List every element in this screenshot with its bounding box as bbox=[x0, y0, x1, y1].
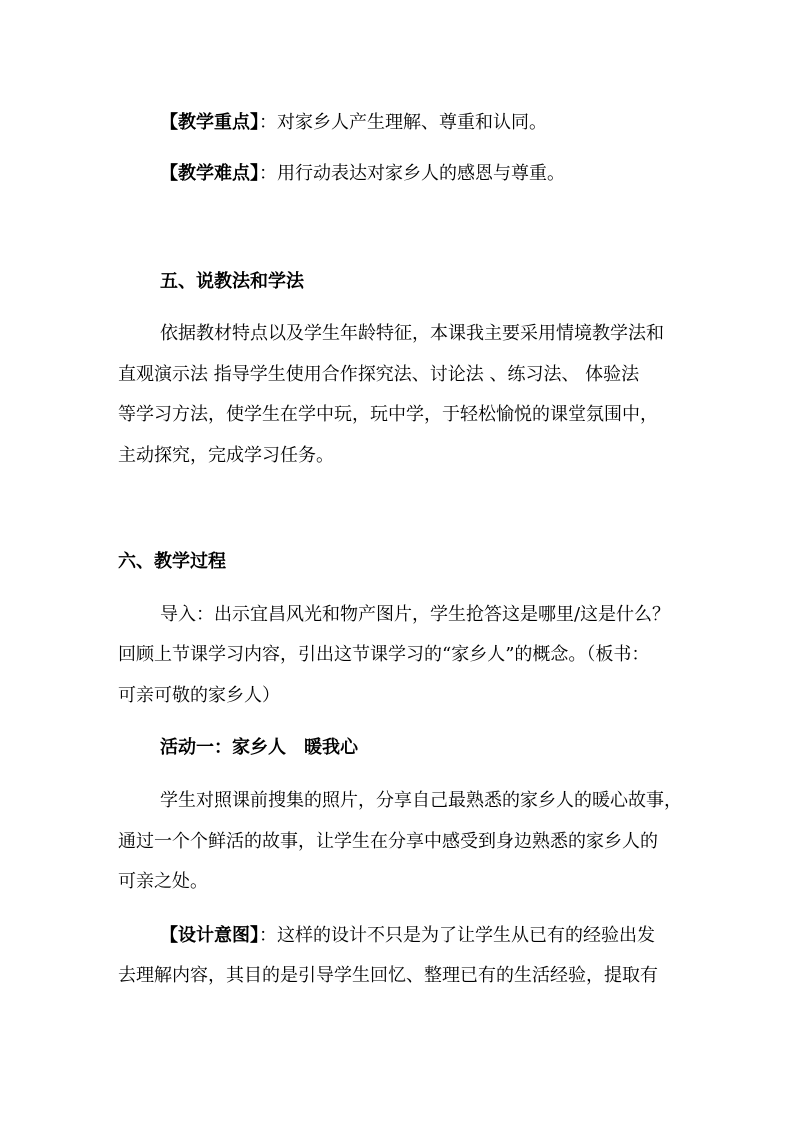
section5-line: 依据教材特点以及学生年龄特征，本课我主要采用情境教学法和 bbox=[160, 323, 664, 344]
section5-line: 等学习方法，使学生在学中玩，玩中学，于轻松愉悦的课堂氛围中， bbox=[118, 404, 658, 425]
key-point-label: 【教学重点】 bbox=[160, 112, 259, 133]
section6-intro-line: 回顾上节课学习内容，引出这节课学习的“家乡人”的概念。（板书： bbox=[118, 644, 650, 665]
key-point-line bbox=[160, 111, 547, 135]
section6-intro-line: 导入：出示宜昌风光和物产图片，学生抢答这是哪里/这是什么？ bbox=[160, 604, 671, 625]
activity1-title: 活动一：家乡人 暖我心 bbox=[160, 737, 358, 758]
section6-heading: 六、教学过程 bbox=[118, 551, 226, 572]
activity1-line: 通过一个个鲜活的故事，让学生在分享中感受到身边熟悉的家乡人的 bbox=[118, 831, 658, 852]
difficult-point-label: 【教学难点】 bbox=[160, 163, 259, 184]
section5-line: 直观演示法 指导学生使用合作探究法、讨论法 、练习法、 体验法 bbox=[118, 364, 640, 385]
design-intent-line bbox=[160, 924, 655, 948]
section6-intro-line: 可亲可敬的家乡人） bbox=[118, 685, 280, 706]
key-point-text: ：对家乡人产生理解、尊重和认同。 bbox=[259, 112, 547, 133]
section5-line: 主动探究，完成学习任务。 bbox=[118, 445, 334, 466]
design-intent-text: ：这样的设计不只是为了让学生从已有的经验出发 bbox=[259, 925, 655, 946]
activity1-line: 学生对照课前搜集的照片，分享自己最熟悉的家乡人的暖心故事， bbox=[160, 790, 682, 811]
section5-heading: 五、说教法和学法 bbox=[160, 271, 304, 292]
design-intent-label: 【设计意图】 bbox=[160, 925, 259, 946]
design-intent-line: 去理解内容，其目的是引导学生回忆、整理已有的生活经验，提取有 bbox=[118, 965, 658, 986]
activity1-line: 可亲之处。 bbox=[118, 871, 208, 892]
difficult-point-line bbox=[160, 162, 565, 186]
difficult-point-text: ：用行动表达对家乡人的感恩与尊重。 bbox=[259, 163, 565, 184]
